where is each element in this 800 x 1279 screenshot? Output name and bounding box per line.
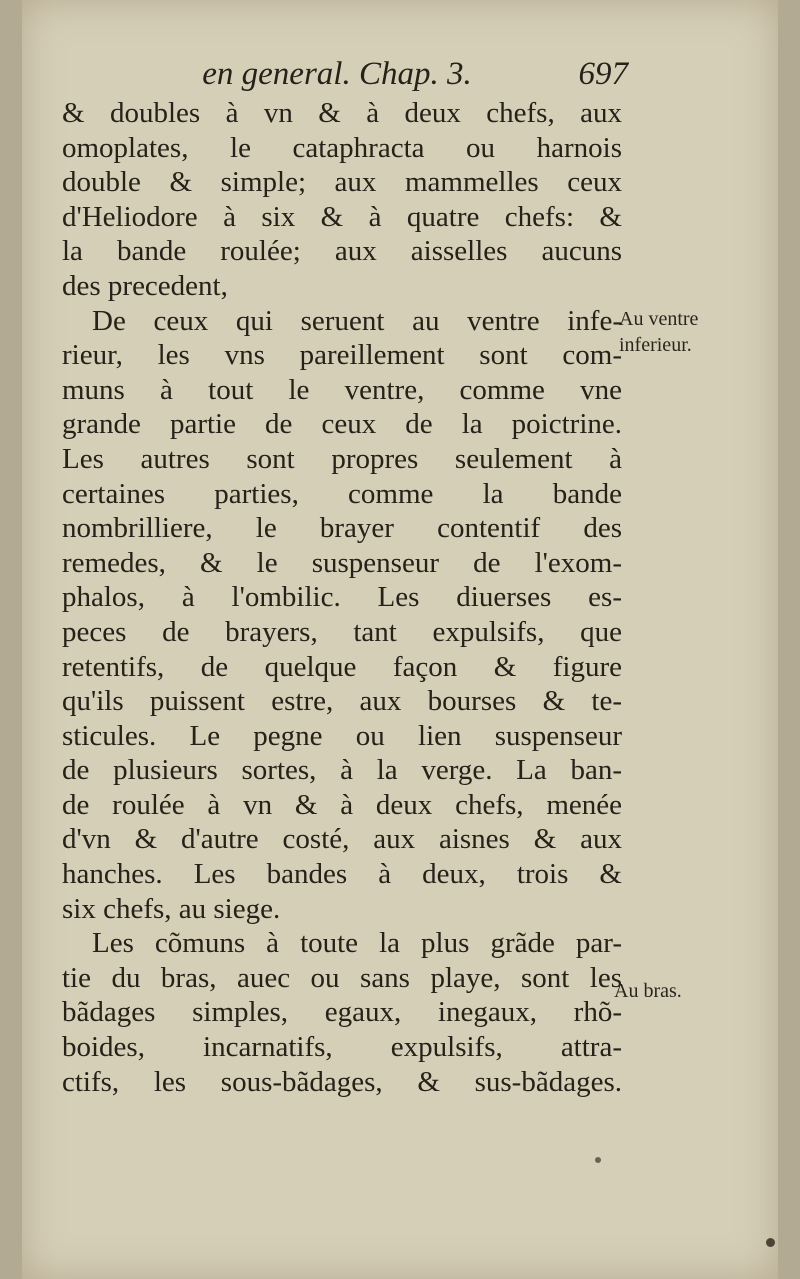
- text-line: la bande roulée; aux aisselles aucuns: [62, 235, 622, 268]
- text-line: ctifs, les sous-bãdages, & sus-bãdages.: [62, 1065, 622, 1098]
- text-line: de roulée à vn & à deux chefs, menée: [62, 788, 622, 821]
- text-line: & doubles à vn & à deux chefs, aux: [62, 97, 622, 129]
- text-line: hanches. Les bandes à deux, trois &: [62, 858, 622, 891]
- running-title: en general. Chap. 3.: [202, 56, 472, 92]
- margin-note-line: Au ventre: [619, 308, 699, 330]
- text-line: phalos, à l'ombilic. Les diuerses es-: [62, 581, 622, 614]
- margin-note-ventre: [619, 306, 698, 358]
- text-line: peces de brayers, tant expulsifs, que: [62, 615, 622, 648]
- text-line: six chefs, au siege.: [62, 892, 281, 925]
- text-line: tie du bras, auec ou sans playe, sont les: [62, 961, 622, 994]
- running-header: [62, 52, 628, 96]
- text-line: grande partie de ceux de la poictrine.: [62, 408, 622, 441]
- text-line: qu'ils puissent estre, aux bourses & te-: [62, 685, 622, 718]
- margin-note-bras: [614, 978, 682, 1004]
- text-line: certaines parties, comme la bande: [62, 477, 622, 510]
- text-line: d'Heliodore à six & à quatre chefs: &: [62, 200, 622, 233]
- text-line: de plusieurs sortes, à la verge. La ban-: [62, 754, 622, 787]
- text-line: sticules. Le pegne ou lien suspenseur: [62, 719, 622, 752]
- text-line: Les autres sont propres seulement à: [62, 442, 622, 475]
- text-line: retentifs, de quelque façon & figure: [62, 650, 622, 683]
- ink-spot: [595, 1157, 601, 1163]
- text-line: muns à tout le ventre, comme vne: [62, 373, 622, 406]
- margin-note-line: inferieur.: [619, 334, 692, 356]
- text-line: nombrilliere, le brayer contentif des: [62, 512, 622, 545]
- margin-note-line: Au bras.: [614, 980, 682, 1002]
- text-block: [62, 52, 628, 1099]
- text-line: Les cõmuns à toute la plus grãde par-: [92, 927, 622, 960]
- ink-spot: [766, 1238, 775, 1247]
- text-line: De ceux qui seruent au ventre infe-: [92, 304, 622, 337]
- text-line: omoplates, le cataphracta ou harnois: [62, 131, 622, 164]
- book-page: [22, 0, 778, 1279]
- text-line: bãdages simples, egaux, inegaux, rhõ-: [62, 996, 622, 1029]
- text-line: remedes, & le suspenseur de l'exom-: [62, 546, 622, 579]
- page-number: 697: [578, 56, 628, 92]
- text-line: rieur, les vns pareillement sont com-: [62, 339, 622, 372]
- text-line: des precedent,: [62, 269, 228, 302]
- text-line: boides, incarnatifs, expulsifs, attra-: [62, 1031, 622, 1064]
- text-line: d'vn & d'autre costé, aux aisnes & aux: [62, 823, 622, 856]
- text-line: double & simple; aux mammelles ceux: [62, 166, 622, 199]
